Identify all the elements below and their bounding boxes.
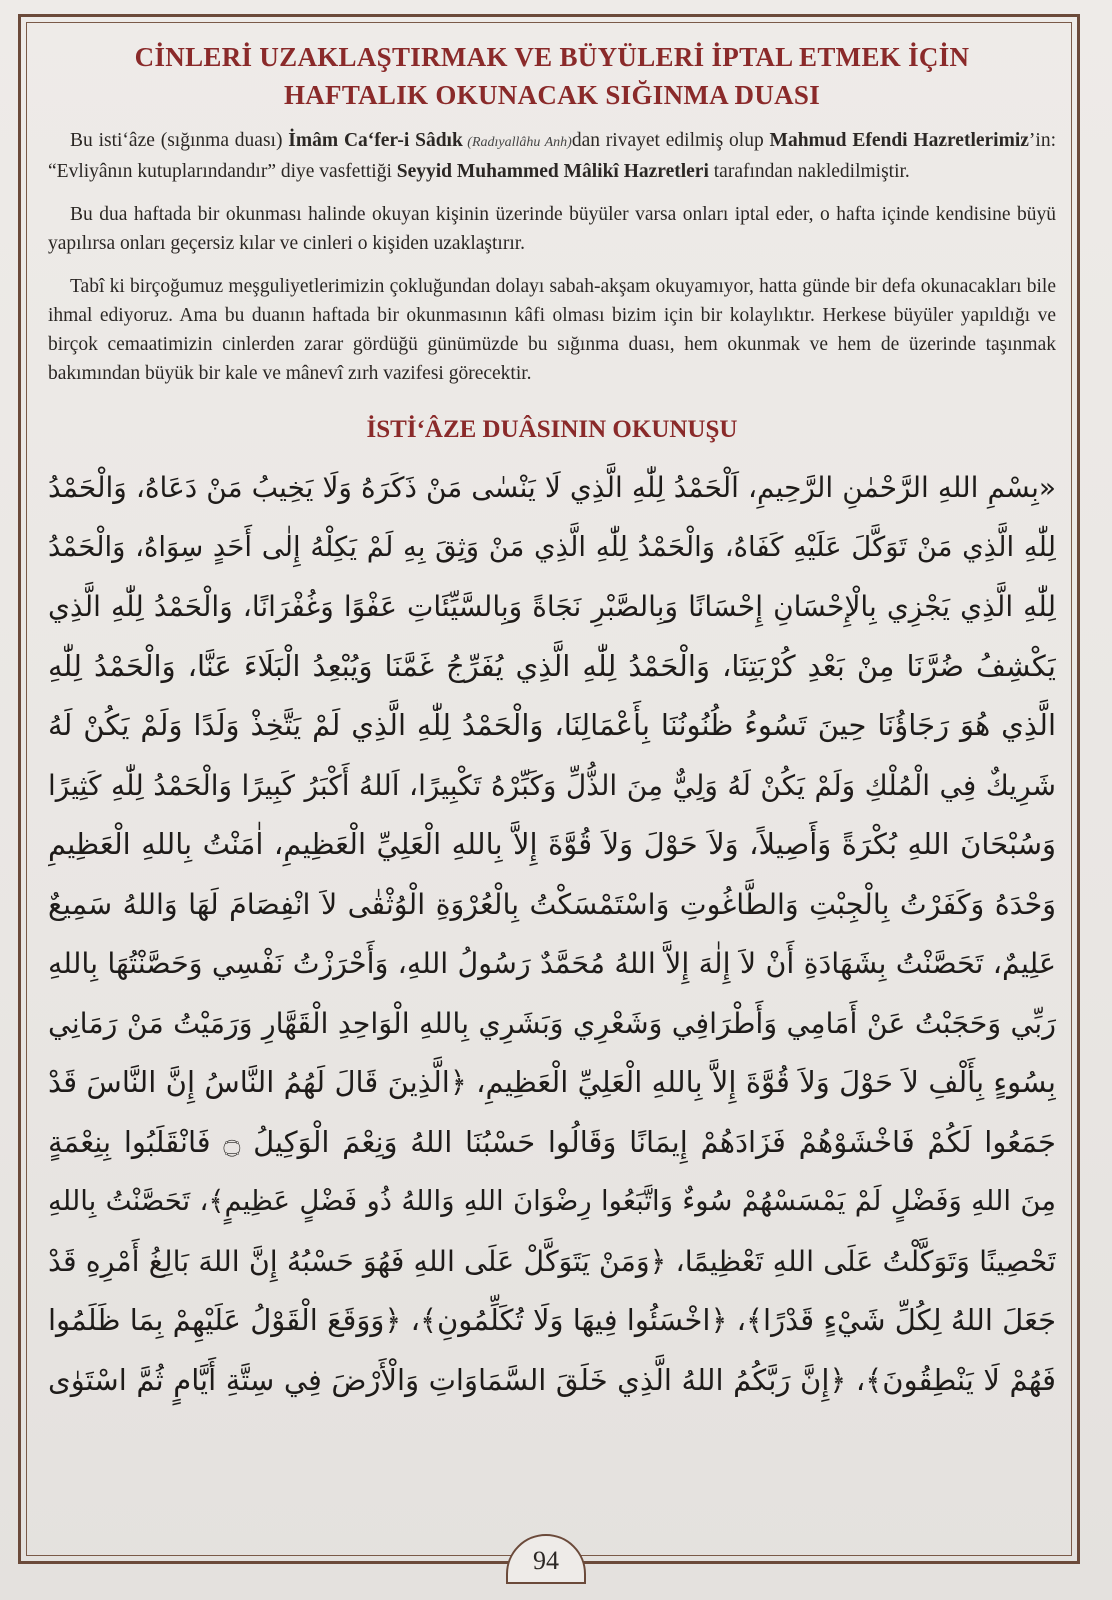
intro-paragraph-3: Tabî ki birçoğumuz meşguliyetlerimizin çokluğundan dolayı sabah-akşam okuyamıyor, hatta günde bir defa okunacakları bile ihmal ediyoruz. Ama bu duanın haftada bir okunmasının kâfi olması bizim için bir kolaylıktır. Herkese büyüler yapıldığı ve birçok cemaatimizin cinlerden zarar gördüğü günümüzde bu sığınma duası, hem okunmak ve hem de üzerinde taşınmak bakımından büyük bir kale ve mânevî zırh vazifesi görecektir. bbox=[48, 276, 1056, 384]
arabic-line: مِنَ اللهِ وَفَضْلٍ لَمْ يَمْسَسْهُمْ سُوءٌ وَاتَّبَعُوا رِضْوَانَ اللهِ وَاللهُ ذُو فَضْلٍ عَظِيمٍ﴾، تَحَصَّنْتُ بِاللهِ bbox=[48, 1185, 1056, 1217]
intro-text: ’in: “Evliyânın kutuplarındandır” diye vasfettiği bbox=[48, 130, 1056, 182]
arabic-line: لِلّٰهِ الَّذِي مَنْ تَوَكَّلَ عَلَيْهِ كَفَاهُ، وَالْحَمْدُ لِلّٰهِ الَّذِي مَنْ وَثِقَ بِهِ لَمْ يَكِلْهُ إِلٰى أَحَدٍ سِوَاهُ، وَالْحَمْدُ bbox=[48, 530, 1056, 563]
intro-bold-name: Mahmud Efendi Hazretlerimiz bbox=[769, 130, 1029, 151]
intro-bold-name: Seyyid Muhammed Mâlikî Hazretleri bbox=[396, 161, 709, 182]
arabic-line: وَسُبْحَانَ اللهِ بُكْرَةً وَأَصِيلاً، وَلاَ حَوْلَ وَلاَ قُوَّةَ إِلاَّ بِاللهِ الْعَلِيِّ الْعَظِيمِ، اٰمَنْتُ بِاللهِ الْعَظِيمِ bbox=[48, 827, 1056, 861]
arabic-line: «بِسْمِ اللهِ الرَّحْمٰنِ الرَّحِيمِ، اَلْحَمْدُ لِلّٰهِ الَّذِي لَا يَنْسٰى مَنْ ذَكَرَهُ وَلَا يَخِيبُ مَنْ دَعَاهُ، وَالْحَمْدُ bbox=[48, 471, 1056, 504]
arabic-line: رَبِّي وَحَجَبْتُ عَنْ أَمَامِي وَأَطْرَافِي وَشَعْرِي وَبَشَرِي بِاللهِ الْوَاحِدِ الْقَهَّارِ وَرَمَيْتُ مَنْ رَمَانِي bbox=[48, 1006, 1056, 1040]
arabic-line: يَكْشِفُ ضُرَّنَا مِنْ بَعْدِ كُرْبَتِنَا، وَالْحَمْدُ لِلّٰهِ الَّذِي يُفَرِّجُ غَمَّنَا وَيُبْعِدُ الْبَلَاءَ عَنَّا، وَالْحَمْدُ لِلّٰهِ bbox=[48, 648, 1056, 683]
arabic-line: تَحْصِينًا وَتَوَكَّلْتُ عَلَى اللهِ تَعْظِيمًا، ﴿وَمَنْ يَتَوَكَّلْ عَلَى اللهِ فَهُوَ حَسْبُهُ إِنَّ اللهَ بَالِغُ أَمْرِهِ قَدْ bbox=[48, 1244, 1056, 1278]
intro-honorific: (Radıyallâhu Anh) bbox=[462, 135, 572, 150]
intro-bold-name: İmâm Ca‘fer-i Sâdık bbox=[288, 130, 463, 151]
arabic-line: عَلِيمٌ، تَحَصَّنْتُ بِشَهَادَةِ أَنْ لاَ إِلٰهَ إِلاَّ اللهُ مُحَمَّدٌ رَسُولُ اللهِ، وَأَحْرَزْتُ نَفْسِي وَحَصَّنْتُهَا بِاللهِ bbox=[48, 947, 1056, 980]
intro-text: tarafından nakledilmiştir. bbox=[708, 161, 910, 182]
title-line-1: CİNLERİ UZAKLAŞTIRMAK VE BÜYÜLERİ İPTAL ETMEK İÇİN bbox=[134, 42, 970, 72]
page-title bbox=[48, 38, 1056, 114]
section-title: İSTİ‘ÂZE DUÂSININ OKUNUŞU bbox=[366, 416, 738, 443]
arabic-line: فَهُمْ لَا يَنْطِقُونَ﴾، ﴿إِنَّ رَبَّكُمُ اللهُ الَّذِي خَلَقَ السَّمَاوَاتِ وَالْأَرْضَ فِي سِتَّةِ أَيَّامٍ ثُمَّ اسْتَوٰى bbox=[48, 1362, 1056, 1397]
arabic-prayer-text bbox=[48, 458, 1056, 1410]
page-number-badge bbox=[496, 1528, 596, 1588]
page-content bbox=[48, 32, 1056, 1410]
arabic-line: جَمَعُوا لَكُمْ فَاخْشَوْهُمْ فَزَادَهُمْ إِيمَانًا وَقَالُوا حَسْبُنَا اللهُ وَنِعْمَ الْوَكِيلُ ۝ فَانْقَلَبُوا بِنِعْمَةٍ bbox=[48, 1124, 1056, 1159]
arabic-line: بِسُوءٍ بِأَلْفِ لاَ حَوْلَ وَلاَ قُوَّةَ إِلاَّ بِاللهِ الْعَلِيِّ الْعَظِيمِ، ﴿الَّذِينَ قَالَ لَهُمُ النَّاسُ إِنَّ النَّاسَ قَدْ bbox=[48, 1065, 1056, 1099]
intro-text: Bu isti‘âze (sığınma duası) bbox=[70, 130, 289, 151]
arabic-line: شَرِيكٌ فِي الْمُلْكِ وَلَمْ يَكُنْ لَهُ وَلِيٌّ مِنَ الذُّلِّ وَكَبِّرْهُ تَكْبِيرًا، اَللهُ أَكْبَرُ كَبِيرًا وَالْحَمْدُ لِلّٰهِ كَثِيرًا bbox=[48, 768, 1056, 802]
arabic-line: جَعَلَ اللهُ لِكُلِّ شَيْءٍ قَدْرًا﴾، ﴿اخْسَئُوا فِيهَا وَلَا تُكَلِّمُونِ﴾، ﴿وَوَقَعَ الْقَوْلُ عَلَيْهِمْ بِمَا ظَلَمُوا bbox=[48, 1303, 1056, 1337]
arabic-line: لِلّٰهِ الَّذِي يَجْزِي بِالْإِحْسَانِ إِحْسَانًا وَبِالصَّبْرِ نَجَاةً وَبِالسَّيِّئَاتِ عَفْوًا وَغُفْرَانًا، وَالْحَمْدُ لِلّٰهِ الَّذِي bbox=[48, 590, 1056, 623]
arabic-line: وَحْدَهُ وَكَفَرْتُ بِالْجِبْتِ وَالطَّاغُوتِ وَاسْتَمْسَكْتُ بِالْعُرْوَةِ الْوُثْقٰى لاَ انْفِصَامَ لَهَا وَاللهُ سَمِيعٌ bbox=[48, 887, 1056, 921]
intro-paragraph-1 bbox=[48, 126, 1056, 186]
title-line-2: HAFTALIK OKUNACAK SIĞINMA DUASI bbox=[283, 80, 821, 110]
intro-paragraph-2: Bu dua haftada bir okunması halinde okuyan kişinin üzerinde büyüler varsa onları iptal eder, o hafta içinde kendisine büyü yapılırsa onları geçersiz kılar ve cinleri o kişiden uzaklaştırır. bbox=[48, 204, 1056, 254]
intro-text: dan rivayet edilmiş olup bbox=[571, 130, 770, 151]
arabic-line: الَّذِي هُوَ رَجَاؤُنَا حِينَ تَسُوءُ ظُنُونُنَا بِأَعْمَالِنَا، وَالْحَمْدُ لِلّٰهِ الَّذِي لَمْ يَتَّخِذْ وَلَدًا وَلَمْ يَكُنْ لَهُ bbox=[48, 708, 1056, 742]
page-number: 94 bbox=[533, 1546, 559, 1575]
